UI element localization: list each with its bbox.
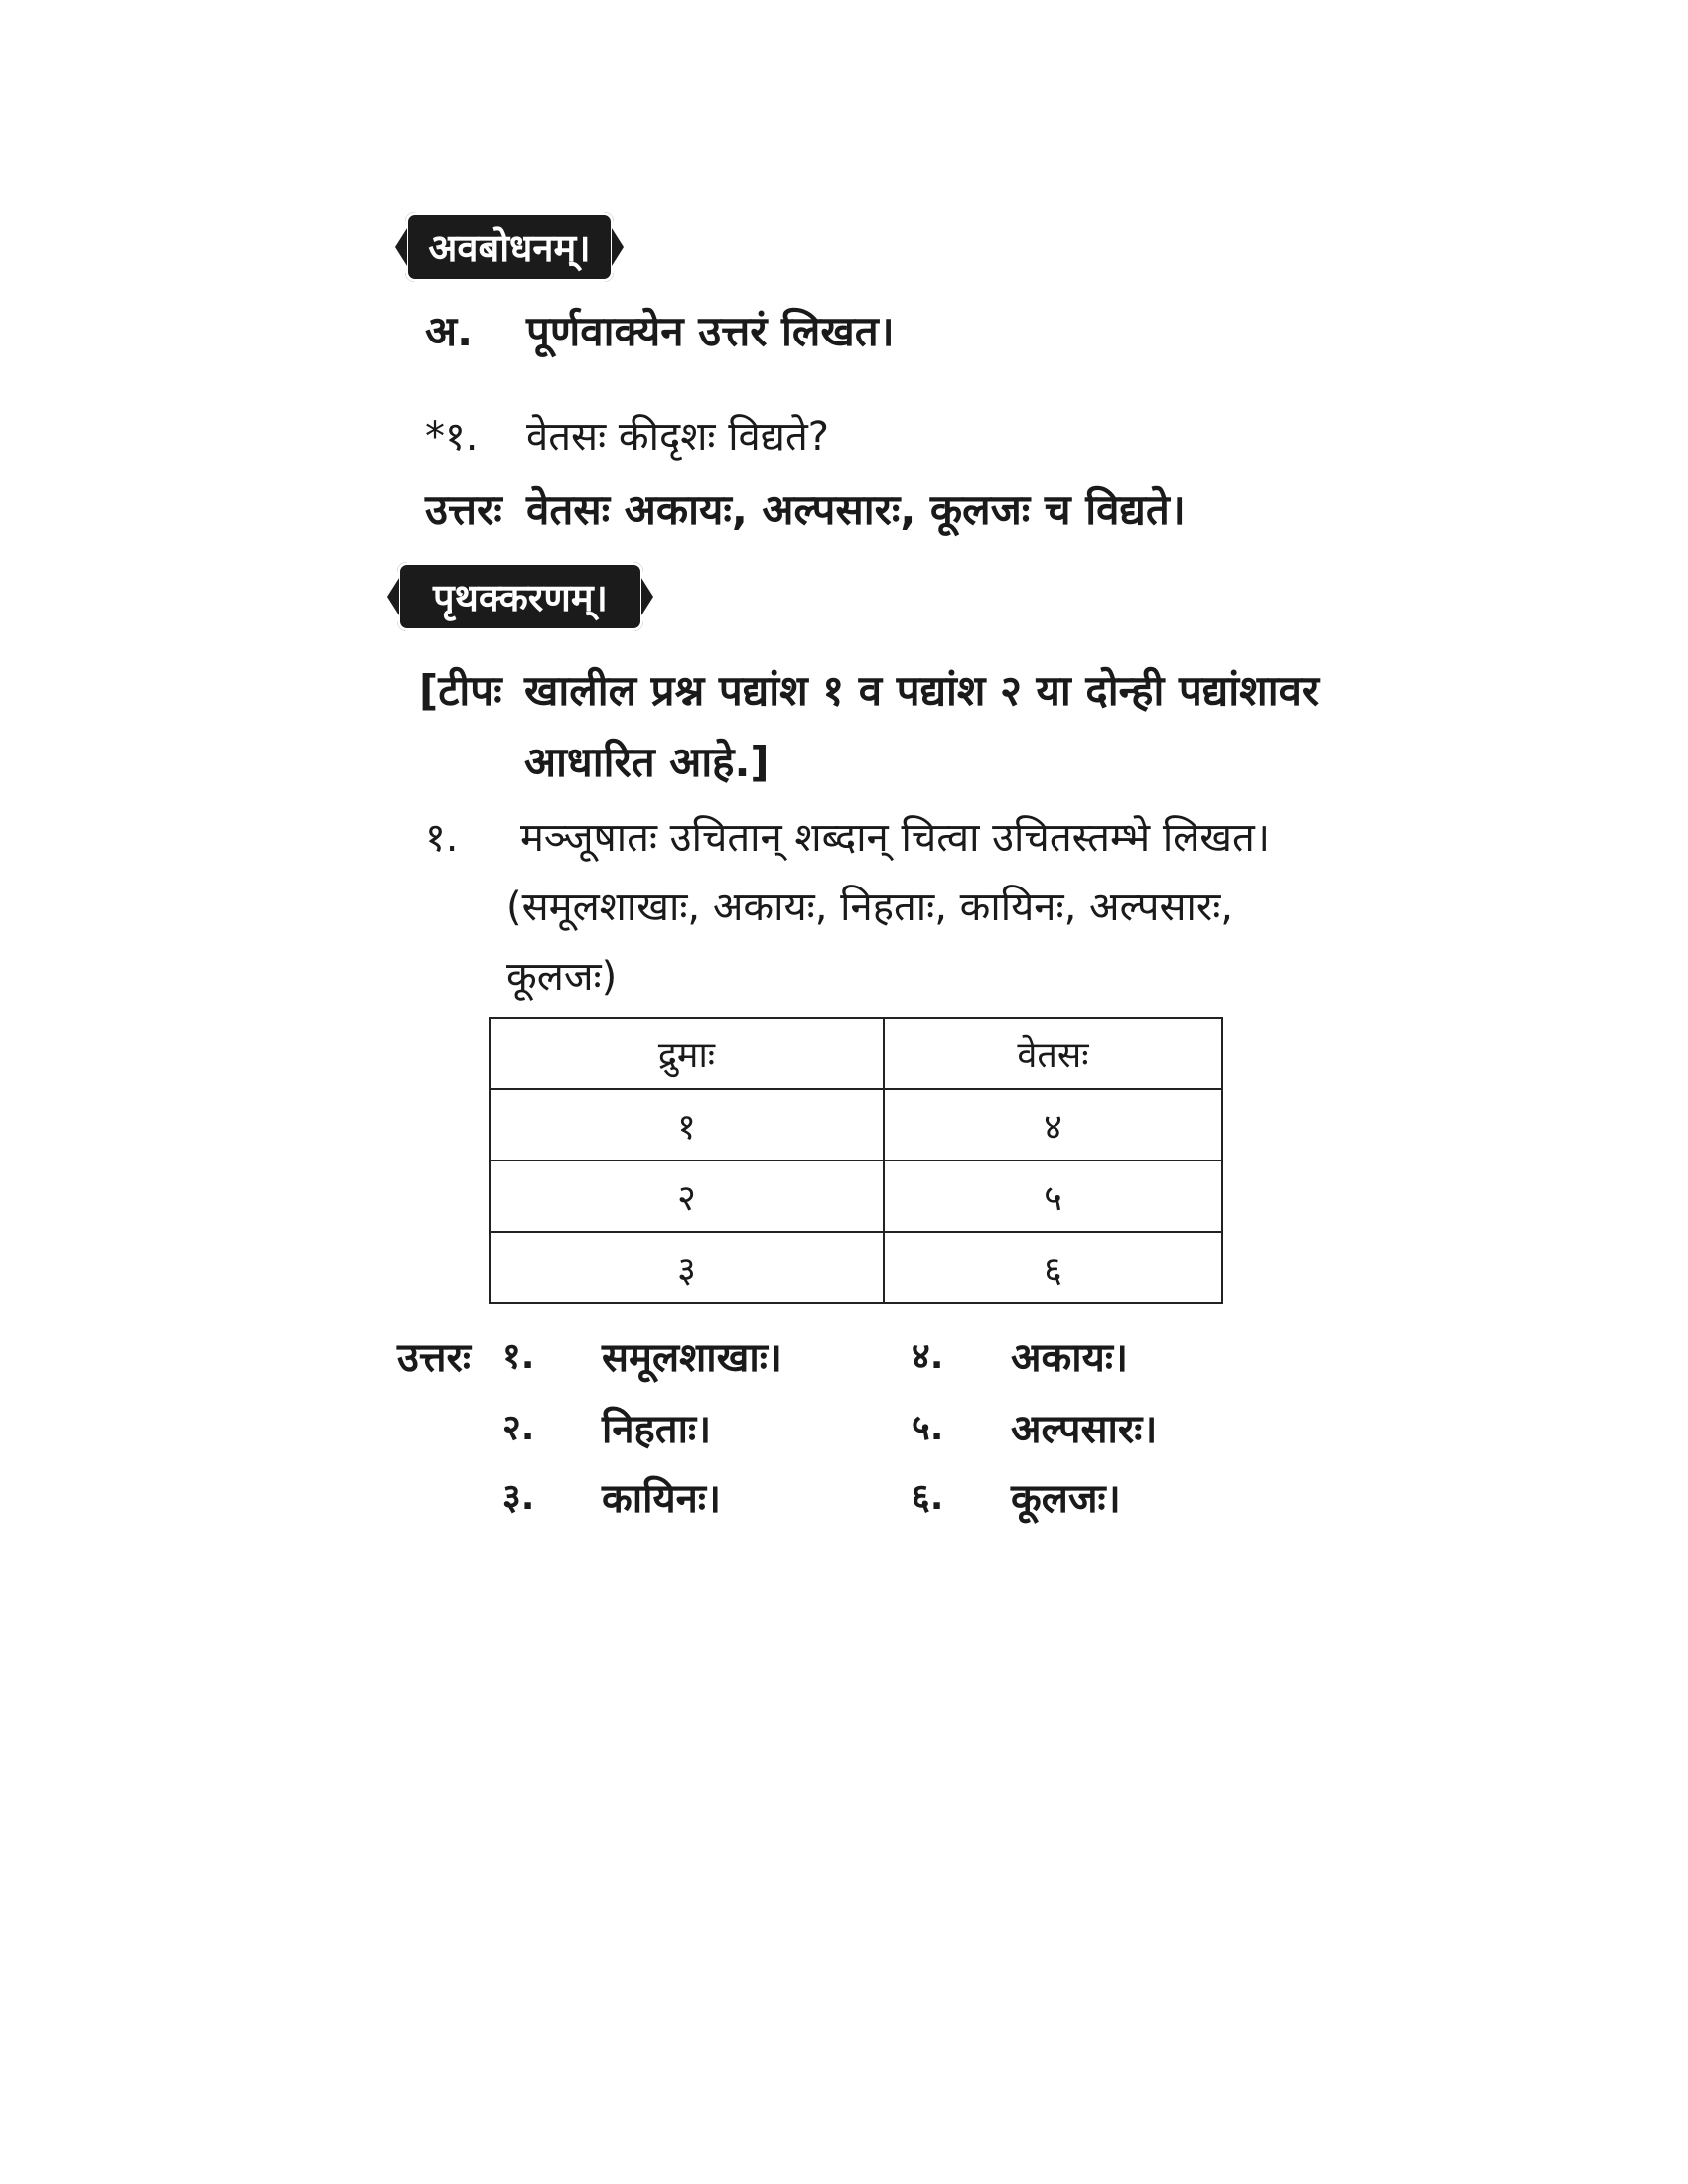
part-instruction: पूर्णवाक्येन उत्तरं लिखत। <box>526 307 895 355</box>
table-row <box>490 1160 1222 1232</box>
question-text: मञ्जूषातः उचितान् शब्दान् चित्वा उचितस्तम्भे लिखत। <box>520 815 1270 861</box>
answer-item: समूलशाखाः। <box>602 1335 782 1381</box>
answer-item: निहताः। <box>602 1407 712 1452</box>
section-header-label: अवबोधनम्। <box>428 226 591 270</box>
table-cell: ४ <box>884 1089 1222 1160</box>
table-row <box>490 1089 1222 1160</box>
answer-number: ५. <box>912 1408 944 1448</box>
note-label: [टीपः <box>419 666 502 715</box>
section-header-prithakkaranam <box>397 562 643 631</box>
answer-item: अल्पसारः। <box>1011 1407 1158 1452</box>
table-header: वेतसः <box>884 1018 1222 1089</box>
question-text: वेतसः कीदृशः विद्यते? <box>526 414 830 460</box>
table-cell: २ <box>490 1160 884 1232</box>
word-box-line-2: कूलजः) <box>506 954 618 1000</box>
table-cell: ६ <box>884 1232 1222 1303</box>
table-header-row <box>490 1018 1222 1089</box>
table-cell: ५ <box>884 1160 1222 1232</box>
answer-number: ३. <box>502 1477 535 1518</box>
note-line-2: आधारित आहे.] <box>524 738 770 786</box>
table-header: द्रुमाः <box>490 1018 884 1089</box>
answer-label: उत्तरः <box>397 1335 471 1381</box>
answer-item: अकायः। <box>1011 1335 1129 1381</box>
answer-text: वेतसः अकायः, अल्पसारः, कूलजः च विद्यते। <box>526 485 1186 534</box>
word-box-line-1: (समूलशाखाः, अकायः, निहताः, कायिनः, अल्पसारः, <box>506 885 1233 930</box>
question-number: *१. <box>425 414 479 460</box>
answer-item: कायिनः। <box>602 1476 722 1522</box>
answer-number: २. <box>502 1408 535 1448</box>
section-header-label: पृथक्करणम्। <box>433 576 608 619</box>
part-label: अ. <box>425 307 474 355</box>
table-row <box>490 1232 1222 1303</box>
answer-table <box>489 1017 1223 1304</box>
note-line-1: खालील प्रश्न पद्यांश १ व पद्यांश २ या दोन्ही पद्यांशावर <box>524 666 1320 715</box>
answer-item: कूलजः। <box>1011 1476 1121 1522</box>
question-number: १. <box>425 815 459 861</box>
section-header-avabodhanam <box>405 212 614 282</box>
answer-number: ४. <box>912 1336 944 1377</box>
answer-number: ६. <box>912 1477 944 1518</box>
answer-label: उत्तरः <box>425 485 502 534</box>
answer-number: १. <box>502 1336 535 1377</box>
table-cell: ३ <box>490 1232 884 1303</box>
table-cell: १ <box>490 1089 884 1160</box>
